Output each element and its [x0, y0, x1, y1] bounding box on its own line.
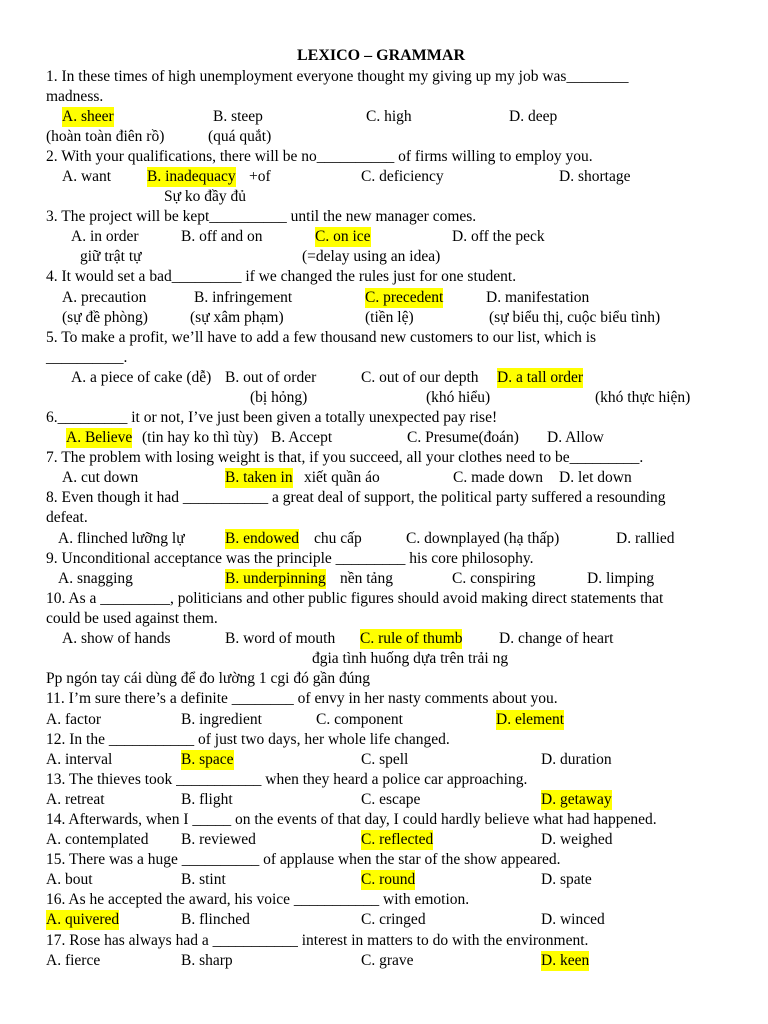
- q15-option-a: A. bout: [46, 871, 93, 888]
- q11-option-b: B. ingredient: [181, 711, 262, 728]
- q4-option-d: D. manifestation: [486, 289, 590, 306]
- q2-option-d: D. shortage: [559, 168, 631, 185]
- q16-option-b: B. flinched: [181, 911, 250, 928]
- q2-note-b: Sự ko đầy đủ: [164, 188, 247, 205]
- question-8-text-cont: defeat.: [46, 509, 88, 526]
- q8-option-a: A. flinched lưỡng lự: [58, 530, 185, 547]
- q1-note-a: (hoàn toàn điên rồ): [46, 128, 165, 145]
- q11-option-c: C. component: [316, 711, 403, 728]
- q4-note-a: (sự đề phòng): [62, 309, 148, 326]
- q3-option-a: A. in order: [71, 228, 139, 245]
- q9-option-d: D. limping: [587, 570, 655, 587]
- q17-option-a: A. fierce: [46, 952, 101, 969]
- q8-option-c: C. downplayed (hạ thấp): [406, 530, 560, 547]
- question-5-text: 5. To make a profit, we’ll have to add a few thousand new customers to our list, which is: [46, 329, 597, 346]
- q4-note-c: (tiền lệ): [365, 309, 414, 326]
- q16-option-d: D. winced: [541, 911, 605, 928]
- q10-option-c-answer: C. rule of thumb: [360, 630, 463, 647]
- q4-option-a: A. precaution: [62, 289, 147, 306]
- q7-option-a: A. cut down: [62, 469, 139, 486]
- q1-option-d: D. deep: [509, 108, 558, 125]
- q3-option-c-answer: C. on ice: [315, 228, 371, 245]
- q6-option-a-note: (tin hay ko thì tùy): [142, 429, 259, 446]
- q14-option-c-answer: C. reflected: [361, 831, 434, 848]
- q2-option-b-note: +of: [249, 168, 271, 185]
- q17-option-c: C. grave: [361, 952, 414, 969]
- q12-option-c: C. spell: [361, 751, 409, 768]
- q6-option-b: B. Accept: [271, 429, 333, 446]
- q3-note-c: (=delay using an idea): [302, 248, 441, 265]
- q11-option-a: A. factor: [46, 711, 102, 728]
- q2-option-a: A. want: [62, 168, 112, 185]
- q14-option-a: A. contemplated: [46, 831, 149, 848]
- q7-option-b-note: xiết quần áo: [304, 469, 380, 486]
- question-10-text: 10. As a _________, politicians and other public figures should avoid making direct statements that: [46, 590, 664, 607]
- q9-option-c: C. conspiring: [452, 570, 536, 587]
- q13-option-d-answer: D. getaway: [541, 791, 612, 808]
- question-7-text: 7. The problem with losing weight is that, if you succeed, all your clothes need to be_________.: [46, 449, 644, 466]
- q6-option-d: D. Allow: [547, 429, 604, 446]
- q9-option-a: A. snagging: [58, 570, 133, 587]
- q15-option-b: B. stint: [181, 871, 226, 888]
- question-9-text: 9. Unconditional acceptance was the principle _________ his core philosophy.: [46, 550, 534, 567]
- q1-option-b: B. steep: [213, 108, 263, 125]
- q4-option-b: B. infringement: [194, 289, 293, 306]
- q5-note-d: (khó thực hiện): [595, 389, 691, 406]
- q1-option-c: C. high: [366, 108, 412, 125]
- question-6-text: 6._________ it or not, I’ve just been given a totally unexpected pay rise!: [46, 409, 498, 426]
- q14-option-b: B. reviewed: [181, 831, 256, 848]
- q13-option-b: B. flight: [181, 791, 233, 808]
- q12-option-a: A. interval: [46, 751, 113, 768]
- q5-option-b: B. out of order: [225, 369, 317, 386]
- q3-option-b: B. off and on: [181, 228, 263, 245]
- q10-explanation: Pp ngón tay cái dùng để đo lường 1 cgi đó gần đúng: [46, 670, 370, 687]
- q5-note-c: (khó hiểu): [426, 389, 491, 406]
- q9-option-b-note: nền tảng: [340, 570, 393, 587]
- q2-option-b-answer: B. inadequacy: [147, 168, 236, 185]
- question-1-text-cont: madness.: [46, 88, 104, 105]
- question-3-text: 3. The project will be kept__________ until the new manager comes.: [46, 208, 477, 225]
- question-11-text: 11. I’m sure there’s a definite ________ of envy in her nasty comments about you.: [46, 690, 558, 707]
- question-15-text: 15. There was a huge __________ of applause when the star of the show appeared.: [46, 851, 561, 868]
- q16-option-c: C. cringed: [361, 911, 426, 928]
- question-5-text-cont: __________.: [46, 349, 128, 366]
- q1-note-b: (quá quắt): [208, 128, 272, 145]
- q8-option-d: D. rallied: [616, 530, 675, 547]
- q10-note-c: đgia tình huống dựa trên trải ng: [312, 650, 509, 667]
- q4-note-b: (sự xâm phạm): [190, 309, 284, 326]
- q17-option-b: B. sharp: [181, 952, 233, 969]
- q14-option-d: D. weighed: [541, 831, 613, 848]
- q4-option-c-answer: C. precedent: [365, 289, 444, 306]
- q7-option-b-answer: B. taken in: [225, 469, 293, 486]
- q5-note-b: (bị hỏng): [250, 389, 308, 406]
- question-12-text: 12. In the ___________ of just two days, her whole life changed.: [46, 731, 450, 748]
- q7-option-d: D. let down: [559, 469, 632, 486]
- q13-option-a: A. retreat: [46, 791, 105, 808]
- q17-option-d-answer: D. keen: [541, 952, 590, 969]
- q5-option-a: A. a piece of cake (dễ): [71, 369, 212, 386]
- q16-option-a-answer: A. quivered: [46, 911, 120, 928]
- q8-option-b-answer: B. endowed: [225, 530, 300, 547]
- q15-option-d: D. spate: [541, 871, 592, 888]
- q3-option-d: D. off the peck: [452, 228, 545, 245]
- q6-option-c: C. Presume(đoán): [407, 429, 519, 446]
- question-13-text: 13. The thieves took ___________ when they heard a police car approaching.: [46, 771, 528, 788]
- q4-note-d: (sự biểu thị, cuộc biểu tình): [489, 309, 661, 326]
- q2-option-c: C. deficiency: [361, 168, 444, 185]
- q3-note-a: giữ trật tự: [80, 248, 142, 265]
- q5-option-d-answer: D. a tall order: [497, 369, 584, 386]
- question-2-text: 2. With your qualifications, there will be no__________ of firms willing to employ you.: [46, 148, 593, 165]
- question-1-text: 1. In these times of high unemployment everyone thought my giving up my job was________: [46, 68, 629, 85]
- q10-option-d: D. change of heart: [499, 630, 614, 647]
- question-8-text: 8. Even though it had ___________ a great deal of support, the political party suffered a resounding: [46, 489, 666, 506]
- question-14-text: 14. Afterwards, when I _____ on the events of that day, I could hardly believe what had happened.: [46, 811, 657, 828]
- q1-option-a-answer: A. sheer: [62, 108, 114, 125]
- question-4-text: 4. It would set a bad_________ if we changed the rules just for one student.: [46, 268, 517, 285]
- question-17-text: 17. Rose has always had a ___________ interest in matters to do with the environment.: [46, 932, 589, 949]
- q10-option-a: A. show of hands: [62, 630, 171, 647]
- question-10-text-cont: could be used against them.: [46, 610, 218, 627]
- q12-option-b-answer: B. space: [181, 751, 234, 768]
- q11-option-d-answer: D. element: [496, 711, 565, 728]
- q5-option-c: C. out of our depth: [361, 369, 479, 386]
- q7-option-c: C. made down: [453, 469, 543, 486]
- q12-option-d: D. duration: [541, 751, 612, 768]
- document-title: LEXICO – GRAMMAR: [297, 47, 465, 64]
- question-16-text: 16. As he accepted the award, his voice ___________ with emotion.: [46, 891, 470, 908]
- q15-option-c-answer: C. round: [361, 871, 416, 888]
- q13-option-c: C. escape: [361, 791, 421, 808]
- q10-option-b: B. word of mouth: [225, 630, 336, 647]
- q9-option-b-answer: B. underpinning: [225, 570, 326, 587]
- q6-option-a-answer: A. Believe: [66, 429, 133, 446]
- q8-option-b-note: chu cấp: [314, 530, 362, 547]
